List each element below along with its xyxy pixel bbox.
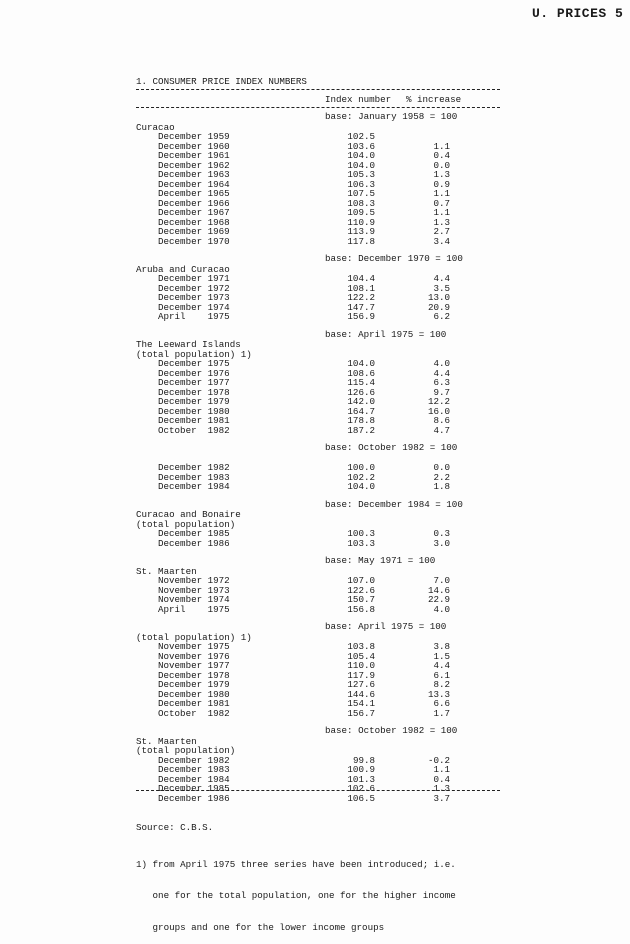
table-row (0, 369, 630, 379)
table-row (0, 576, 630, 586)
table-row (0, 605, 630, 615)
percent-increase: 13.3 (427, 688, 450, 700)
period: December 1967 (158, 207, 230, 218)
table-section (0, 330, 630, 436)
group-label: Aruba and Curacao (136, 263, 230, 275)
period: December 1981 (158, 415, 230, 426)
table-row (0, 699, 630, 709)
index-number: 178.8 (347, 415, 375, 426)
table-row (0, 132, 630, 142)
group-label-line (0, 123, 630, 133)
index-number: 100.9 (347, 764, 375, 775)
table-row (0, 473, 630, 483)
period: December 1981 (158, 698, 230, 709)
period: December 1964 (158, 178, 230, 190)
index-number: 122.2 (347, 292, 375, 303)
index-number: 107.5 (347, 188, 375, 199)
table-row (0, 274, 630, 284)
table-section (0, 500, 630, 549)
base-label: base: December 1970 = 100 (325, 253, 463, 264)
base-line (0, 500, 630, 510)
table-row (0, 312, 630, 322)
percent-increase: 3.7 (433, 792, 450, 804)
percent-increase: 14.6 (427, 584, 450, 596)
period: October 1982 (158, 707, 230, 719)
index-number: 102.6 (347, 783, 375, 794)
percent-increase: 9.7 (433, 386, 450, 398)
base-line (0, 112, 630, 122)
index-number: 144.6 (347, 688, 375, 700)
cpi-table (0, 112, 630, 811)
period: December 1965 (158, 188, 230, 199)
percent-increase: 6.2 (433, 311, 450, 322)
footnote-line: 1) from April 1975 three series have been introduced; i.e. (136, 858, 456, 870)
percent-increase: 2.2 (433, 471, 450, 483)
period: April 1975 (158, 603, 230, 615)
table-row (0, 709, 630, 719)
table-row (0, 359, 630, 369)
index-number: 113.9 (347, 226, 375, 237)
index-number: 110.0 (347, 660, 375, 671)
percent-increase: 0.4 (433, 150, 450, 161)
period: December 1959 (158, 131, 230, 142)
percent-increase: 1.1 (433, 140, 450, 152)
percent-increase: 0.7 (433, 197, 450, 209)
percent-increase: 4.4 (433, 660, 450, 671)
index-number: 104.4 (347, 273, 375, 284)
group-label-line (0, 633, 630, 643)
index-number: 127.6 (347, 679, 375, 690)
table-row (0, 671, 630, 681)
percent-increase: 1.5 (433, 650, 450, 662)
percent-increase: 0.9 (433, 178, 450, 190)
percent-increase: 1.3 (433, 216, 450, 228)
group-label: (total population) (136, 518, 236, 530)
index-number: 108.6 (347, 367, 375, 379)
table-row (0, 775, 630, 785)
index-number: 122.6 (347, 584, 375, 596)
period: December 1975 (158, 358, 230, 369)
base-line (0, 330, 630, 340)
header-percent-increase: % increase (406, 94, 462, 105)
table-row (0, 642, 630, 652)
source-note: Source: C.B.S. (136, 822, 214, 833)
index-number: 154.1 (347, 698, 375, 709)
table-row (0, 690, 630, 700)
group-label: St. Maarten (136, 735, 197, 747)
table-row (0, 397, 630, 407)
period: December 1980 (158, 405, 230, 417)
group-label-line (0, 350, 630, 360)
index-number: 156.7 (347, 707, 375, 719)
period: November 1975 (158, 641, 230, 652)
index-number: 102.2 (347, 471, 375, 483)
period: December 1986 (158, 537, 230, 549)
index-number: 101.3 (347, 773, 375, 785)
base-line (0, 254, 630, 264)
index-number: 115.4 (347, 377, 375, 388)
table-section (0, 443, 630, 492)
period: December 1977 (158, 377, 230, 388)
base-line (0, 556, 630, 566)
table-row (0, 529, 630, 539)
table-row (0, 407, 630, 417)
table-row (0, 142, 630, 152)
period: December 1966 (158, 197, 230, 209)
percent-increase: 22.9 (427, 594, 450, 605)
group-label-line (0, 737, 630, 747)
percent-increase: 1.3 (433, 783, 450, 794)
period: December 1971 (158, 273, 230, 284)
percent-increase: 1.1 (433, 207, 450, 218)
percent-increase: 4.4 (433, 273, 450, 284)
table-row (0, 208, 630, 218)
period: December 1982 (158, 462, 230, 473)
base-line (0, 622, 630, 632)
index-number: 108.3 (347, 197, 375, 209)
index-number: 103.8 (347, 641, 375, 652)
period: December 1986 (158, 792, 230, 804)
percent-increase: 8.6 (433, 415, 450, 426)
period: December 1985 (158, 783, 230, 794)
footnote-line: groups and one for the lower income groups (136, 921, 385, 933)
percent-increase: 1.8 (433, 481, 450, 492)
percent-increase: 3.0 (433, 537, 450, 549)
base-label: base: May 1971 = 100 (325, 555, 436, 566)
period: December 1979 (158, 679, 230, 690)
table-row (0, 784, 630, 794)
percent-increase: 4.7 (433, 424, 450, 436)
group-label: (total population) 1) (136, 631, 252, 643)
header-index-number: Index number (325, 94, 392, 105)
percent-increase: 8.2 (433, 679, 450, 690)
period: December 1963 (158, 169, 230, 180)
group-label: St. Maarten (136, 565, 197, 577)
rule-bottom (136, 790, 500, 791)
base-line (0, 726, 630, 736)
period: December 1983 (158, 764, 230, 775)
percent-increase: 12.2 (427, 396, 450, 407)
table-row (0, 170, 630, 180)
period: December 1978 (158, 386, 230, 398)
group-label-line (0, 265, 630, 275)
table-row (0, 765, 630, 775)
index-number: 142.0 (347, 396, 375, 407)
index-number: 106.5 (347, 792, 375, 804)
table-row (0, 293, 630, 303)
group-label: (total population) (136, 745, 236, 756)
percent-increase: 3.4 (433, 235, 450, 247)
percent-increase: 0.4 (433, 773, 450, 785)
percent-increase: 6.3 (433, 377, 450, 388)
table-row (0, 378, 630, 388)
index-number: 156.9 (347, 311, 375, 322)
percent-increase: 4.4 (433, 367, 450, 379)
table-row (0, 388, 630, 398)
period: April 1975 (158, 311, 230, 322)
percent-increase: 0.0 (433, 462, 450, 473)
group-label-line (0, 746, 630, 756)
table-row (0, 199, 630, 209)
table-row (0, 284, 630, 294)
index-number: 104.0 (347, 150, 375, 161)
percent-increase: 6.6 (433, 698, 450, 709)
footnotes (136, 802, 456, 944)
index-number: 104.0 (347, 159, 375, 171)
period: December 1974 (158, 301, 230, 313)
index-number: 117.9 (347, 669, 375, 681)
group-label: Curacao and Bonaire (136, 509, 241, 520)
base-label: base: December 1984 = 100 (325, 498, 463, 510)
period: December 1960 (158, 140, 230, 152)
period: December 1983 (158, 471, 230, 483)
period: December 1969 (158, 226, 230, 237)
index-number: 109.5 (347, 207, 375, 218)
index-number: 110.9 (347, 216, 375, 228)
group-label: The Leeward Islands (136, 339, 241, 350)
index-number: 164.7 (347, 405, 375, 417)
index-number: 187.2 (347, 424, 375, 436)
base-label: base: April 1975 = 100 (325, 328, 447, 340)
table-section (0, 556, 630, 614)
index-number: 102.5 (347, 131, 375, 142)
rule-top (136, 89, 500, 90)
table-section (0, 254, 630, 322)
group-label-line (0, 567, 630, 577)
base-label: base: October 1982 = 100 (325, 442, 458, 453)
table-section (0, 622, 630, 718)
group-label: Curacao (136, 121, 175, 133)
table-row (0, 539, 630, 549)
percent-increase: 13.0 (427, 292, 450, 303)
table-row (0, 189, 630, 199)
group-label-line (0, 340, 630, 350)
percent-increase: 4.0 (433, 603, 450, 615)
table-row (0, 661, 630, 671)
index-number: 106.3 (347, 178, 375, 190)
group-label-line (0, 520, 630, 530)
rule-header (136, 107, 500, 108)
page-number-fragment: 5 (615, 6, 624, 21)
table-row (0, 426, 630, 436)
group-label-line (0, 454, 630, 464)
table-row (0, 237, 630, 247)
percent-increase: 1.1 (433, 188, 450, 199)
period: December 1961 (158, 150, 230, 161)
index-number: 103.3 (347, 537, 375, 549)
section-title: U. PRICES (532, 6, 607, 21)
base-label: base: January 1958 = 100 (325, 111, 458, 122)
group-label: (total population) 1) (136, 348, 252, 360)
index-number: 104.0 (347, 358, 375, 369)
index-number: 126.6 (347, 386, 375, 398)
percent-increase: 3.8 (433, 641, 450, 652)
percent-increase: 0.0 (433, 159, 450, 171)
percent-increase: 3.5 (433, 282, 450, 294)
percent-increase: 1.3 (433, 169, 450, 180)
base-label: base: April 1975 = 100 (325, 621, 447, 632)
index-number: 147.7 (347, 301, 375, 313)
period: December 1982 (158, 754, 230, 766)
percent-increase: 16.0 (427, 405, 450, 417)
index-number: 100.0 (347, 462, 375, 473)
period: December 1976 (158, 367, 230, 379)
percent-increase: -0.2 (427, 754, 450, 766)
table-section (0, 112, 630, 246)
table-row (0, 151, 630, 161)
period: November 1976 (158, 650, 230, 662)
index-number: 108.1 (347, 282, 375, 294)
group-label-line (0, 510, 630, 520)
period: November 1974 (158, 594, 230, 605)
table-section (0, 726, 630, 803)
period: December 1984 (158, 481, 230, 492)
table-row (0, 482, 630, 492)
footnote-line: one for the total population, one for the higher income (136, 890, 456, 901)
percent-increase: 1.1 (433, 764, 450, 775)
percent-increase: 20.9 (427, 301, 450, 313)
period: October 1982 (158, 424, 230, 436)
table-row (0, 652, 630, 662)
percent-increase: 1.7 (433, 707, 450, 719)
table-row (0, 680, 630, 690)
percent-increase: 7.0 (433, 575, 450, 586)
table-row (0, 161, 630, 171)
index-number: 150.7 (347, 594, 375, 605)
percent-increase: 2.7 (433, 226, 450, 237)
period: November 1973 (158, 584, 230, 596)
period: December 1970 (158, 235, 230, 247)
index-number: 117.8 (347, 235, 375, 247)
period: December 1980 (158, 688, 230, 700)
index-number: 105.4 (347, 650, 375, 662)
page-header (532, 6, 623, 21)
table-row (0, 227, 630, 237)
table-row (0, 586, 630, 596)
base-line (0, 443, 630, 453)
index-number: 103.6 (347, 140, 375, 152)
period: November 1972 (158, 575, 230, 586)
table-row (0, 756, 630, 766)
table-title: 1. CONSUMER PRICE INDEX NUMBERS (136, 76, 307, 87)
period: December 1979 (158, 396, 230, 407)
column-headers (0, 94, 630, 104)
period: December 1972 (158, 282, 230, 294)
table-row (0, 463, 630, 473)
period: December 1978 (158, 669, 230, 681)
period: December 1984 (158, 773, 230, 785)
index-number: 100.3 (347, 528, 375, 539)
period: December 1962 (158, 159, 230, 171)
table-row (0, 303, 630, 313)
period: December 1968 (158, 216, 230, 228)
table-row (0, 218, 630, 228)
percent-increase: 0.3 (433, 528, 450, 539)
table-row (0, 180, 630, 190)
base-label: base: October 1982 = 100 (325, 725, 458, 736)
table-row (0, 416, 630, 426)
period: December 1973 (158, 292, 230, 303)
index-number: 105.3 (347, 169, 375, 180)
index-number: 107.0 (347, 575, 375, 586)
index-number: 104.0 (347, 481, 375, 492)
period: December 1985 (158, 528, 230, 539)
period: November 1977 (158, 660, 230, 671)
index-number: 99.8 (352, 754, 375, 766)
index-number: 156.8 (347, 603, 375, 615)
percent-increase: 6.1 (433, 669, 450, 681)
percent-increase: 4.0 (433, 358, 450, 369)
table-row (0, 595, 630, 605)
